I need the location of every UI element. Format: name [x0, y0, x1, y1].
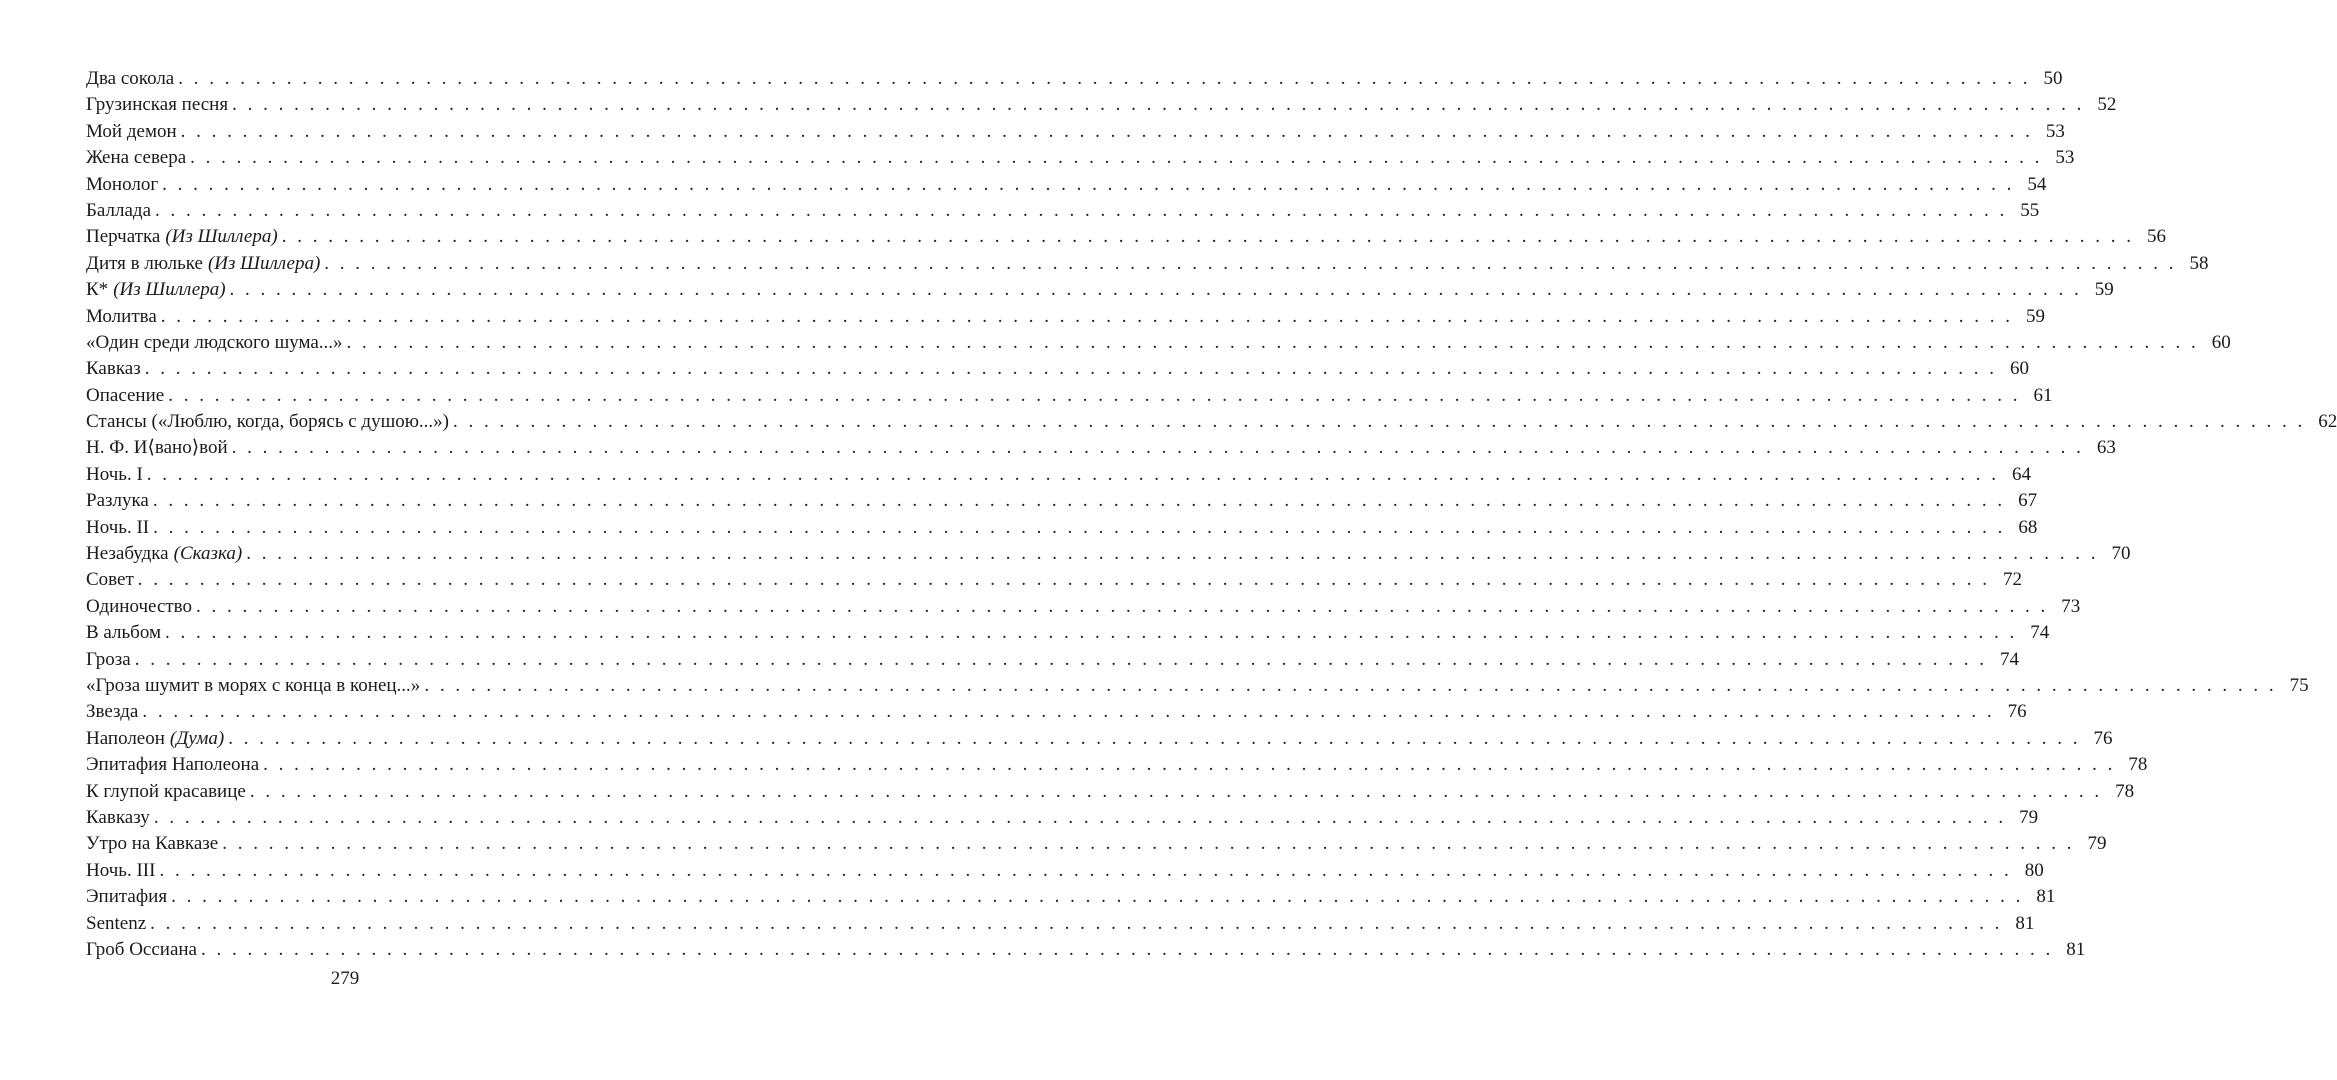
toc-entry-title-text: Грузинская песня [86, 94, 229, 116]
toc-leader-dots: . . . . . . . . . . . . . . . . . . . . . . . . . . . . . . . . . . . . . . . . . . . . . . . . . . . . . . . . . . . . . . . . . . . . . . . . . . . . . . . . . . . . . . . . . . . . . . . . . . . . . . . . . . . . . . . . . . . . . . . . [134, 648, 1987, 670]
toc-entry-title-text: Стансы («Люблю, когда, борясь с душою...») [86, 411, 450, 433]
page-number: 279 [330, 968, 360, 989]
toc-entry-title-text: Совет [86, 569, 134, 591]
toc-entry-page: 76 [2093, 727, 2113, 749]
toc-entry-title [86, 330, 347, 356]
toc-entry-title-text: Опасение [86, 384, 165, 406]
toc-entry-page: 81 [2015, 912, 2035, 934]
toc-leader-dots: . . . . . . . . . . . . . . . . . . . . . . . . . . . . . . . . . . . . . . . . . . . . . . . . . . . . . . . . . . . . . . . . . . . . . . . . . . . . . . . . . . . . . . . . . . . . . . . . . . . . . . . . . . . . . . . . . . . . . . . . [155, 199, 2008, 221]
toc-entry-title [86, 726, 228, 752]
toc-entry-title [86, 92, 232, 118]
toc-entry-title [86, 198, 155, 224]
toc-leader-dots: . . . . . . . . . . . . . . . . . . . . . . . . . . . . . . . . . . . . . . . . . . . . . . . . . . . . . . . . . . . . . . . . . . . . . . . . . . . . . . . . . . . . . . . . . . . . . . . . . . . . . . . . . . . . . . . . . . . . . . . . [222, 833, 2075, 855]
toc-leader-dots: . . . . . . . . . . . . . . . . . . . . . . . . . . . . . . . . . . . . . . . . . . . . . . . . . . . . . . . . . . . . . . . . . . . . . . . . . . . . . . . . . . . . . . . . . . . . . . . . . . . . . . . . . . . . . . . . . . . . . . . . [144, 358, 1997, 380]
toc-entry-title-text: Ночь. I [86, 463, 143, 485]
toc-entry [86, 119, 2065, 145]
toc-leader-dots: . . . . . . . . . . . . . . . . . . . . . . . . . . . . . . . . . . . . . . . . . . . . . . . . . . . . . . . . . . . . . . . . . . . . . . . . . . . . . . . . . . . . . . . . . . . . . . . . . . . . . . . . . . . . . . . . . . . . . . . . [153, 806, 2007, 828]
toc-entry-title [86, 462, 147, 488]
toc-entry-page: 81 [2066, 938, 2086, 960]
toc-entry-title-text: Дитя в люльке [86, 252, 203, 274]
toc-entry-page: 73 [2061, 595, 2081, 617]
toc-entry-title-text: Утро на Кавказе [86, 833, 219, 855]
toc-entry-title [86, 567, 138, 593]
toc-entry-page: 70 [2111, 543, 2131, 565]
toc-entry-title [86, 145, 190, 171]
toc-entry-page: 80 [2024, 859, 2044, 881]
toc-entry-title [86, 119, 181, 145]
toc-entry-subtitle: (Из Шиллера) [165, 226, 278, 248]
toc-entry-title-text: Кавказу [86, 806, 150, 828]
toc-entry-title [86, 488, 153, 514]
toc-entry [86, 435, 2116, 461]
toc-leader-dots: . . . . . . . . . . . . . . . . . . . . . . . . . . . . . . . . . . . . . . . . . . . . . . . . . . . . . . . . . . . . . . . . . . . . . . . . . . . . . . . . . . . . . . . . . . . . . . . . . . . . . . . . . . . . . . . . . . . . . . . . [142, 701, 1995, 723]
toc-entry-title [86, 620, 165, 646]
toc-entry-title-text: Разлука [86, 490, 149, 512]
toc-entry-title [86, 435, 232, 461]
toc-entry [86, 515, 2038, 541]
toc-entry-page: 63 [2096, 437, 2116, 459]
toc-leader-dots: . . . . . . . . . . . . . . . . . . . . . . . . . . . . . . . . . . . . . . . . . . . . . . . . . . . . . . . . . . . . . . . . . . . . . . . . . . . . . . . . . . . . . . . . . . . . . . . . . . . . . . . . . . . . . . . . . . . . . . . . [180, 120, 2033, 142]
toc-entry-page: 61 [2033, 384, 2053, 406]
toc-entry-page: 76 [2007, 701, 2027, 723]
toc-entry [86, 858, 2044, 884]
toc-entry-title [86, 805, 154, 831]
toc-entry-page: 78 [2115, 780, 2135, 802]
toc-entry-title [86, 541, 246, 567]
toc-entry-title-text: Жена севера [86, 147, 187, 169]
toc-entry-title-text: Гроб Оссиана [86, 938, 197, 960]
toc-entry-page: 72 [2003, 569, 2023, 591]
toc-entry [86, 277, 2114, 303]
toc-entry-title-text: Эпитафия Наполеона [86, 754, 260, 776]
toc-entry-page: 81 [2036, 886, 2056, 908]
toc-entry-page: 59 [2026, 305, 2046, 327]
toc-entry-page: 60 [2009, 358, 2029, 380]
toc-entry [86, 462, 2032, 488]
toc-leader-dots: . . . . . . . . . . . . . . . . . . . . . . . . . . . . . . . . . . . . . . . . . . . . . . . . . . . . . . . . . . . . . . . . . . . . . . . . . . . . . . . . . . . . . . . . . . . . . . . . . . . . . . . . . . . . . . . . . . . . . . . . [229, 279, 2082, 301]
toc-entry-title-text: Два сокола [86, 68, 175, 89]
toc-entry-title [86, 356, 145, 382]
toc-entry [86, 488, 2038, 514]
toc-entry-title [86, 383, 168, 409]
toc-leader-dots: . . . . . . . . . . . . . . . . . . . . . . . . . . . . . . . . . . . . . . . . . . . . . . . . . . . . . . . . . . . . . . . . . . . . . . . . . . . . . . . . . . . . . . . . . . . . . . . . . . . . . . . . . . . . . . . . . . . . . . . . [228, 727, 2081, 749]
toc-entry-title-text: К* [86, 279, 109, 301]
toc-entry-title-text: Одиночество [86, 595, 193, 617]
toc-entry-page: 55 [2020, 199, 2040, 221]
toc-entry [86, 356, 2029, 382]
toc-entry-title-text: В альбом [86, 622, 161, 644]
toc-leader-dots: . . . . . . . . . . . . . . . . . . . . . . . . . . . . . . . . . . . . . . . . . . . . . . . . . . . . . . . . . . . . . . . . . . . . . . . . . . . . . . . . . . . . . . . . . . . . . . . . . . . . . . . . . . . . . . . . . . . . . . . . [246, 543, 2099, 565]
toc-entry-page: 52 [2097, 94, 2117, 116]
toc-entry-page: 59 [2094, 279, 2114, 301]
toc-entry-title-text: Ночь. III [86, 859, 156, 881]
toc-leader-dots: . . . . . . . . . . . . . . . . . . . . . . . . . . . . . . . . . . . . . . . . . . . . . . . . . . . . . . . . . . . . . . . . . . . . . . . . . . . . . . . . . . . . . . . . . . . . . . . . . . . . . . . . . . . . . . . . . . . . . . . . [153, 516, 2006, 538]
toc-entry [86, 383, 2053, 409]
toc-entry [86, 304, 2046, 330]
toc-entry-title [86, 594, 196, 620]
toc-entry-title-text: «Гроза шумит в морях с конца в конец...» [86, 674, 421, 696]
toc-entry-title [86, 911, 150, 937]
toc-entry-title-text: Звезда [86, 701, 139, 723]
toc-entry-page: 54 [2027, 173, 2047, 195]
toc-entry [86, 752, 2148, 778]
toc-entry-title-text: Н. Ф. И⟨вано⟩вой [86, 437, 228, 459]
toc-entry-subtitle: (Сказка) [173, 543, 243, 565]
toc-leader-dots: . . . . . . . . . . . . . . . . . . . . . . . . . . . . . . . . . . . . . . . . . . . . . . . . . . . . . . . . . . . . . . . . . . . . . . . . . . . . . . . . . . . . . . . . . . . . . . . . . . . . . . . . . . . . . . . . . . . . . . . . [196, 595, 2049, 617]
toc-leader-dots: . . . . . . . . . . . . . . . . . . . . . . . . . . . . . . . . . . . . . . . . . . . . . . . . . . . . . . . . . . . . . . . . . . . . . . . . . . . . . . . . . . . . . . . . . . . . . . . . . . . . . . . . . . . . . . . . . . . . . . . . [232, 94, 2085, 116]
toc-entry [86, 699, 2027, 725]
toc-entry-page: 68 [2018, 516, 2038, 538]
toc-entry [86, 66, 2063, 92]
toc-entry-page: 58 [2189, 252, 2209, 274]
toc-entry-title [86, 937, 201, 963]
toc-entry [86, 198, 2040, 224]
toc-entry-title [86, 66, 178, 92]
toc-leader-dots: . . . . . . . . . . . . . . . . . . . . . . . . . . . . . . . . . . . . . . . . . . . . . . . . . . . . . . . . . . . . . . . . . . . . . . . . . . . . . . . . . . . . . . . . . . . . . . . . . . . . . . . . . . . . . . . . . . . . . . . . [263, 754, 2116, 776]
toc-entry-page: 60 [2211, 331, 2231, 353]
toc-entry-page: 75 [2289, 674, 2309, 696]
toc-leader-dots: . . . . . . . . . . . . . . . . . . . . . . . . . . . . . . . . . . . . . . . . . . . . . . . . . . . . . . . . . . . . . . . . . . . . . . . . . . . . . . . . . . . . . . . . . . . . . . . . . . . . . . . . . . . . . . . . . . . . . . . . [160, 305, 2014, 327]
toc-leader-dots: . . . . . . . . . . . . . . . . . . . . . . . . . . . . . . . . . . . . . . . . . . . . . . . . . . . . . . . . . . . . . . . . . . . . . . . . . . . . . . . . . . . . . . . . . . . . . . . . . . . . . . . . . . . . . . . . . . . . . . . . [346, 331, 2199, 353]
toc-entry [86, 594, 2081, 620]
toc-leader-dots: . . . . . . . . . . . . . . . . . . . . . . . . . . . . . . . . . . . . . . . . . . . . . . . . . . . . . . . . . . . . . . . . . . . . . . . . . . . . . . . . . . . . . . . . . . . . . . . . . . . . . . . . . . . . . . . . . . . . . . . . [249, 780, 2103, 802]
toc-leader-dots: . . . . . . . . . . . . . . . . . . . . . . . . . . . . . . . . . . . . . . . . . . . . . . . . . . . . . . . . . . . . . . . . . . . . . . . . . . . . . . . . . . . . . . . . . . . . . . . . . . . . . . . . . . . . . . . . . . . . . . . . [281, 226, 2134, 248]
toc-leader-dots: . . . . . . . . . . . . . . . . . . . . . . . . . . . . . . . . . . . . . . . . . . . . . . . . . . . . . . . . . . . . . . . . . . . . . . . . . . . . . . . . . . . . . . . . . . . . . . . . . . . . . . . . . . . . . . . . . . . . . . . . [201, 938, 2054, 960]
toc-entry [86, 224, 2166, 250]
toc-entry [86, 831, 2107, 857]
toc-entry-title [86, 647, 135, 673]
toc-entry-page: 79 [2087, 833, 2107, 855]
toc-entry-title [86, 858, 159, 884]
toc-entry-title [86, 277, 230, 303]
toc-leader-dots: . . . . . . . . . . . . . . . . . . . . . . . . . . . . . . . . . . . . . . . . . . . . . . . . . . . . . . . . . . . . . . . . . . . . . . . . . . . . . . . . . . . . . . . . . . . . . . . . . . . . . . . . . . . . . . . . . . . . . . . . [424, 674, 2277, 696]
toc-entry [86, 647, 2019, 673]
toc-entry-title [86, 304, 161, 330]
toc-leader-dots: . . . . . . . . . . . . . . . . . . . . . . . . . . . . . . . . . . . . . . . . . . . . . . . . . . . . . . . . . . . . . . . . . . . . . . . . . . . . . . . . . . . . . . . . . . . . . . . . . . . . . . . . . . . . . . . . . . . . . . . . [146, 463, 2000, 485]
toc-entry-title-text: Незабудка [86, 543, 169, 565]
toc-entry-title [86, 699, 142, 725]
toc-entry [86, 673, 2309, 699]
toc-entry-page: 53 [2055, 147, 2075, 169]
toc-entry-title-text: Ночь. II [86, 516, 150, 538]
toc-entry-title [86, 515, 153, 541]
toc-entry-page: 62 [2318, 411, 2337, 433]
toc-entry-title [86, 831, 222, 857]
toc-entry-title-text: Баллада [86, 199, 152, 221]
toc-entry-title-text: Sentenz [86, 912, 147, 934]
toc-entry-title-text: Монолог [86, 173, 159, 195]
toc-entry [86, 620, 2050, 646]
toc-entry-subtitle: (Из Шиллера) [113, 279, 226, 301]
toc-leader-dots: . . . . . . . . . . . . . . . . . . . . . . . . . . . . . . . . . . . . . . . . . . . . . . . . . . . . . . . . . . . . . . . . . . . . . . . . . . . . . . . . . . . . . . . . . . . . . . . . . . . . . . . . . . . . . . . . . . . . . . . . [159, 859, 2012, 881]
toc-entry-title-text: «Один среди людского шума...» [86, 331, 343, 353]
toc-leader-dots: . . . . . . . . . . . . . . . . . . . . . . . . . . . . . . . . . . . . . . . . . . . . . . . . . . . . . . . . . . . . . . . . . . . . . . . . . . . . . . . . . . . . . . . . . . . . . . . . . . . . . . . . . . . . . . . . . . . . . . . . [162, 173, 2015, 195]
toc-entry [86, 541, 2131, 567]
toc-leader-dots: . . . . . . . . . . . . . . . . . . . . . . . . . . . . . . . . . . . . . . . . . . . . . . . . . . . . . . . . . . . . . . . . . . . . . . . . . . . . . . . . . . . . . . . . . . . . . . . . . . . . . . . . . . . . . . . . . . . . . . . . [178, 68, 2031, 89]
toc-entry-title-text: Мой демон [86, 120, 177, 142]
toc-entry [86, 145, 2075, 171]
toc-entry-title [86, 884, 171, 910]
toc-entry-title [86, 409, 453, 435]
toc-leader-dots: . . . . . . . . . . . . . . . . . . . . . . . . . . . . . . . . . . . . . . . . . . . . . . . . . . . . . . . . . . . . . . . . . . . . . . . . . . . . . . . . . . . . . . . . . . . . . . . . . . . . . . . . . . . . . . . . . . . . . . . . [231, 437, 2084, 459]
toc-entry-page: 78 [2128, 754, 2148, 776]
toc-entry-title [86, 224, 282, 250]
toc-entry-title [86, 251, 324, 277]
toc-entry [86, 726, 2113, 752]
toc-entry-title-text: Молитва [86, 305, 157, 327]
toc-entry-title-text: Перчатка [86, 226, 161, 248]
toc-entry-title-text: Наполеон [86, 727, 165, 749]
toc-entry [86, 92, 2117, 118]
toc-leader-dots: . . . . . . . . . . . . . . . . . . . . . . . . . . . . . . . . . . . . . . . . . . . . . . . . . . . . . . . . . . . . . . . . . . . . . . . . . . . . . . . . . . . . . . . . . . . . . . . . . . . . . . . . . . . . . . . . . . . . . . . . [171, 886, 2024, 908]
toc-leader-dots: . . . . . . . . . . . . . . . . . . . . . . . . . . . . . . . . . . . . . . . . . . . . . . . . . . . . . . . . . . . . . . . . . . . . . . . . . . . . . . . . . . . . . . . . . . . . . . . . . . . . . . . . . . . . . . . . . . . . . . . . [324, 252, 2177, 274]
toc-leader-dots: . . . . . . . . . . . . . . . . . . . . . . . . . . . . . . . . . . . . . . . . . . . . . . . . . . . . . . . . . . . . . . . . . . . . . . . . . . . . . . . . . . . . . . . . . . . . . . . . . . . . . . . . . . . . . . . . . . . . . . . . [190, 147, 2043, 169]
toc-entry [86, 779, 2135, 805]
toc-entry-subtitle: (Дума) [169, 727, 225, 749]
toc-entry-subtitle: (Из Шиллера) [207, 252, 321, 274]
toc-leader-dots: . . . . . . . . . . . . . . . . . . . . . . . . . . . . . . . . . . . . . . . . . . . . . . . . . . . . . . . . . . . . . . . . . . . . . . . . . . . . . . . . . . . . . . . . . . . . . . . . . . . . . . . . . . . . . . . . . . . . . . . . [137, 569, 1991, 591]
table-of-contents [86, 66, 2337, 963]
toc-entry-page: 74 [1999, 648, 2019, 670]
toc-entry-page: 79 [2019, 806, 2039, 828]
toc-entry [86, 567, 2023, 593]
toc-entry-page: 67 [2018, 490, 2038, 512]
toc-entry-title [86, 779, 250, 805]
toc-leader-dots: . . . . . . . . . . . . . . . . . . . . . . . . . . . . . . . . . . . . . . . . . . . . . . . . . . . . . . . . . . . . . . . . . . . . . . . . . . . . . . . . . . . . . . . . . . . . . . . . . . . . . . . . . . . . . . . . . . . . . . . . [150, 912, 2003, 934]
toc-leader-dots: . . . . . . . . . . . . . . . . . . . . . . . . . . . . . . . . . . . . . . . . . . . . . . . . . . . . . . . . . . . . . . . . . . . . . . . . . . . . . . . . . . . . . . . . . . . . . . . . . . . . . . . . . . . . . . . . . . . . . . . . [168, 384, 2021, 406]
toc-leader-dots: . . . . . . . . . . . . . . . . . . . . . . . . . . . . . . . . . . . . . . . . . . . . . . . . . . . . . . . . . . . . . . . . . . . . . . . . . . . . . . . . . . . . . . . . . . . . . . . . . . . . . . . . . . . . . . . . . . . . . . . . [165, 622, 2018, 644]
toc-entry [86, 805, 2039, 831]
toc-entry [86, 937, 2086, 963]
toc-entry [86, 884, 2056, 910]
toc-entry-page: 53 [2045, 120, 2065, 142]
toc-leader-dots: . . . . . . . . . . . . . . . . . . . . . . . . . . . . . . . . . . . . . . . . . . . . . . . . . . . . . . . . . . . . . . . . . . . . . . . . . . . . . . . . . . . . . . . . . . . . . . . . . . . . . . . . . . . . . . . . . . . . . . . . [453, 411, 2306, 433]
toc-entry-page: 50 [2043, 68, 2063, 89]
toc-entry [86, 330, 2231, 356]
toc-leader-dots: . . . . . . . . . . . . . . . . . . . . . . . . . . . . . . . . . . . . . . . . . . . . . . . . . . . . . . . . . . . . . . . . . . . . . . . . . . . . . . . . . . . . . . . . . . . . . . . . . . . . . . . . . . . . . . . . . . . . . . . . [152, 490, 2006, 512]
toc-entry-title [86, 752, 263, 778]
toc-entry [86, 172, 2047, 198]
toc-entry-title [86, 673, 424, 699]
toc-entry-title [86, 172, 162, 198]
toc-entry [86, 911, 2035, 937]
toc-entry [86, 251, 2209, 277]
toc-entry-page: 56 [2146, 226, 2166, 248]
toc-entry-page: 64 [2012, 463, 2032, 485]
toc-entry-title-text: К глупой красавице [86, 780, 246, 802]
toc-entry-title-text: Гроза [86, 648, 131, 670]
toc-entry [86, 409, 2337, 435]
toc-entry-title-text: Эпитафия [86, 886, 168, 908]
toc-entry-page: 74 [2030, 622, 2050, 644]
toc-entry-title-text: Кавказ [86, 358, 141, 380]
